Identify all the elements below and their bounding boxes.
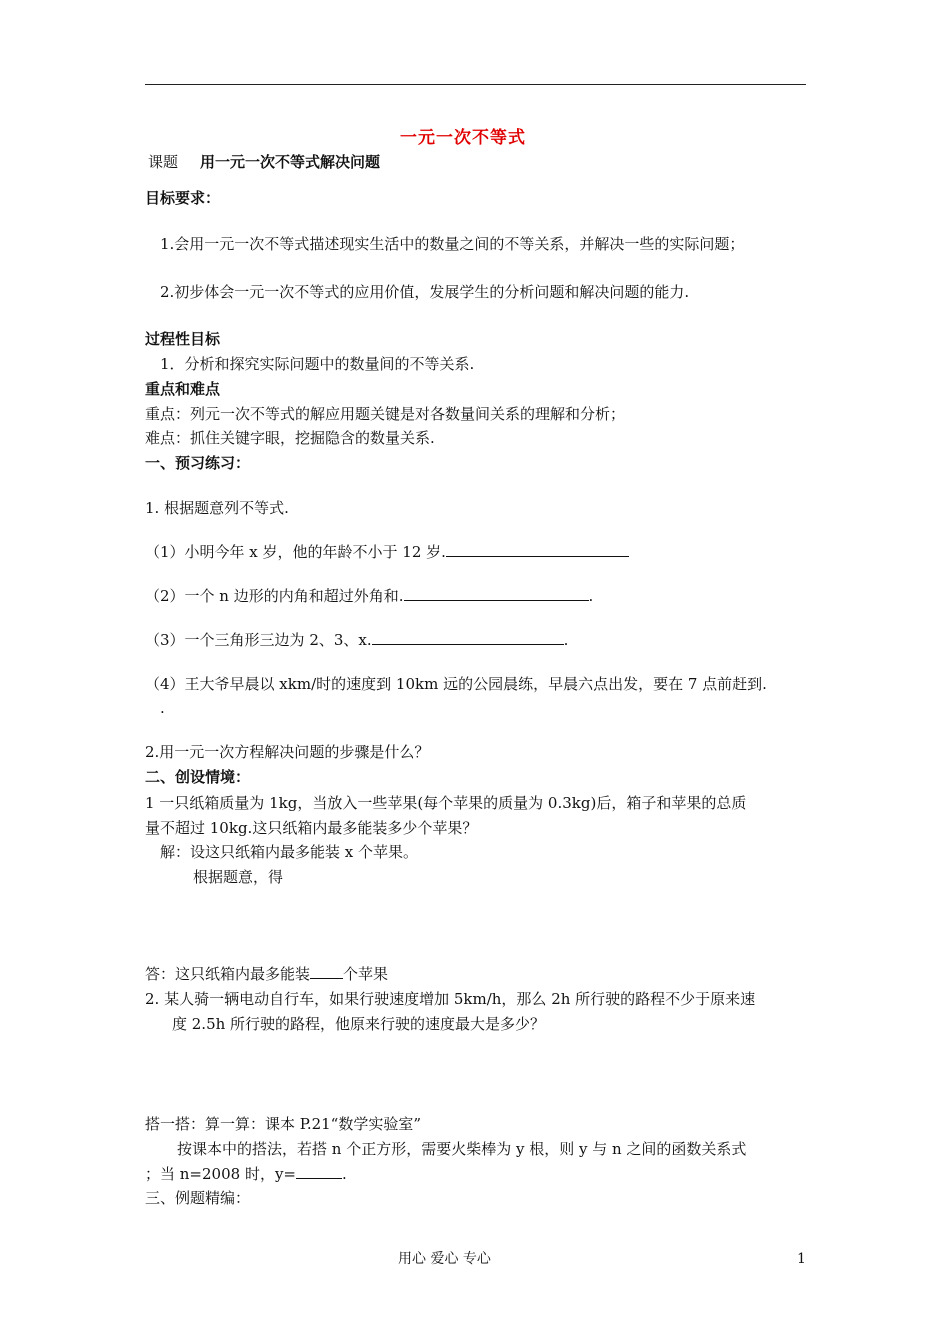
problem-1-solution: 解：设这只纸箱内最多能装 x 个苹果。 — [160, 843, 418, 861]
answer-blank[interactable] — [296, 1164, 342, 1179]
keypoint-focus: 重点：列元一次不等式的解应用题关键是对各数量间关系的理解和分析； — [145, 405, 626, 423]
lesson-label: 课题 — [148, 153, 179, 171]
answer-blank[interactable] — [446, 542, 629, 557]
process-item-1: 1．分析和探究实际问题中的数量间的不等关系. — [160, 355, 475, 373]
problem-1-answer — [145, 964, 388, 984]
answer-blank[interactable] — [372, 630, 564, 645]
preview-question-1d: （4）王大爷早晨以 xkm/时的速度到 10km 远的公园晨练，早晨六点出发，要在 7 点前赶到. — [145, 675, 767, 693]
footer-motto: 用心 爱心 专心 — [398, 1251, 491, 1267]
goal-item-2: 2.初步体会一元一次不等式的应用价值，发展学生的分析问题和解决问题的能力. — [160, 283, 690, 301]
problem-1-according: 根据题意，得 — [193, 868, 284, 886]
document-title: 一元一次不等式 — [400, 128, 526, 148]
period: . — [588, 587, 594, 605]
preview-question-1a — [145, 542, 629, 562]
keypoints-heading: 重点和难点 — [145, 380, 221, 398]
matches-line-2: 按课本中的搭法，若搭 n 个正方形，需要火柴棒为 y 根，则 y 与 n 之间的函数关系式 — [177, 1140, 747, 1158]
preview-heading: 一、预习练习： — [145, 454, 251, 472]
lesson-topic: 用一元一次不等式解决问题 — [200, 153, 381, 171]
question-text: （1）小明今年 x 岁，他的年龄不小于 12 岁. — [145, 543, 446, 561]
problem-2-line-2: 度 2.5h 所行驶的路程，他原来行驶的速度最大是多少？ — [172, 1015, 546, 1033]
page-number: 1 — [797, 1251, 806, 1267]
answer-blank[interactable] — [310, 964, 343, 979]
keypoint-difficulty: 难点：抓住关键字眼，挖掘隐含的数量关系. — [145, 429, 435, 447]
preview-question-2: 2.用一元一次方程解决问题的步骤是什么？ — [145, 743, 430, 761]
trailing-period: . — [160, 699, 165, 717]
problem-2-line-1: 2. 某人骑一辆电动自行车，如果行驶速度增加 5km/h，那么 2h 所行驶的路程不少于原来速 — [145, 990, 756, 1008]
matches-line-3 — [145, 1164, 347, 1184]
header-rule — [145, 84, 806, 85]
scenario-heading: 二、创设情境： — [145, 768, 251, 786]
matches-text: ；当 n=2008 时，y= — [145, 1165, 296, 1183]
problem-1-line-2: 量不超过 10kg.这只纸箱内最多能装多少个苹果？ — [145, 819, 478, 837]
goal-item-1: 1.会用一元一次不等式描述现实生活中的数量之间的不等关系，并解决一些的实际问题； — [160, 235, 745, 253]
matches-line-1: 搭一搭：算一算：课本 P.21“数学实验室” — [145, 1115, 422, 1133]
answer-text-end: 个苹果 — [343, 965, 389, 983]
period: . — [563, 631, 569, 649]
question-text: （3）一个三角形三边为 2、3、x. — [145, 631, 372, 649]
period: . — [341, 1165, 347, 1183]
preview-question-1c — [145, 630, 568, 650]
problem-1-line-1: 1 一只纸箱质量为 1kg，当放入一些苹果(每个苹果的质量为 0.3kg)后，箱子和苹果的总质 — [145, 794, 747, 812]
answer-text-start: 答：这只纸箱内最多能装 — [145, 965, 311, 983]
process-heading: 过程性目标 — [145, 330, 221, 348]
examples-heading: 三、例题精编： — [145, 1189, 251, 1207]
question-text: （2）一个 n 边形的内角和超过外角和. — [145, 587, 404, 605]
answer-blank[interactable] — [404, 586, 589, 601]
preview-question-1b — [145, 586, 593, 606]
goals-heading: 目标要求： — [145, 189, 221, 207]
preview-question-1: 1. 根据题意列不等式. — [145, 499, 289, 517]
